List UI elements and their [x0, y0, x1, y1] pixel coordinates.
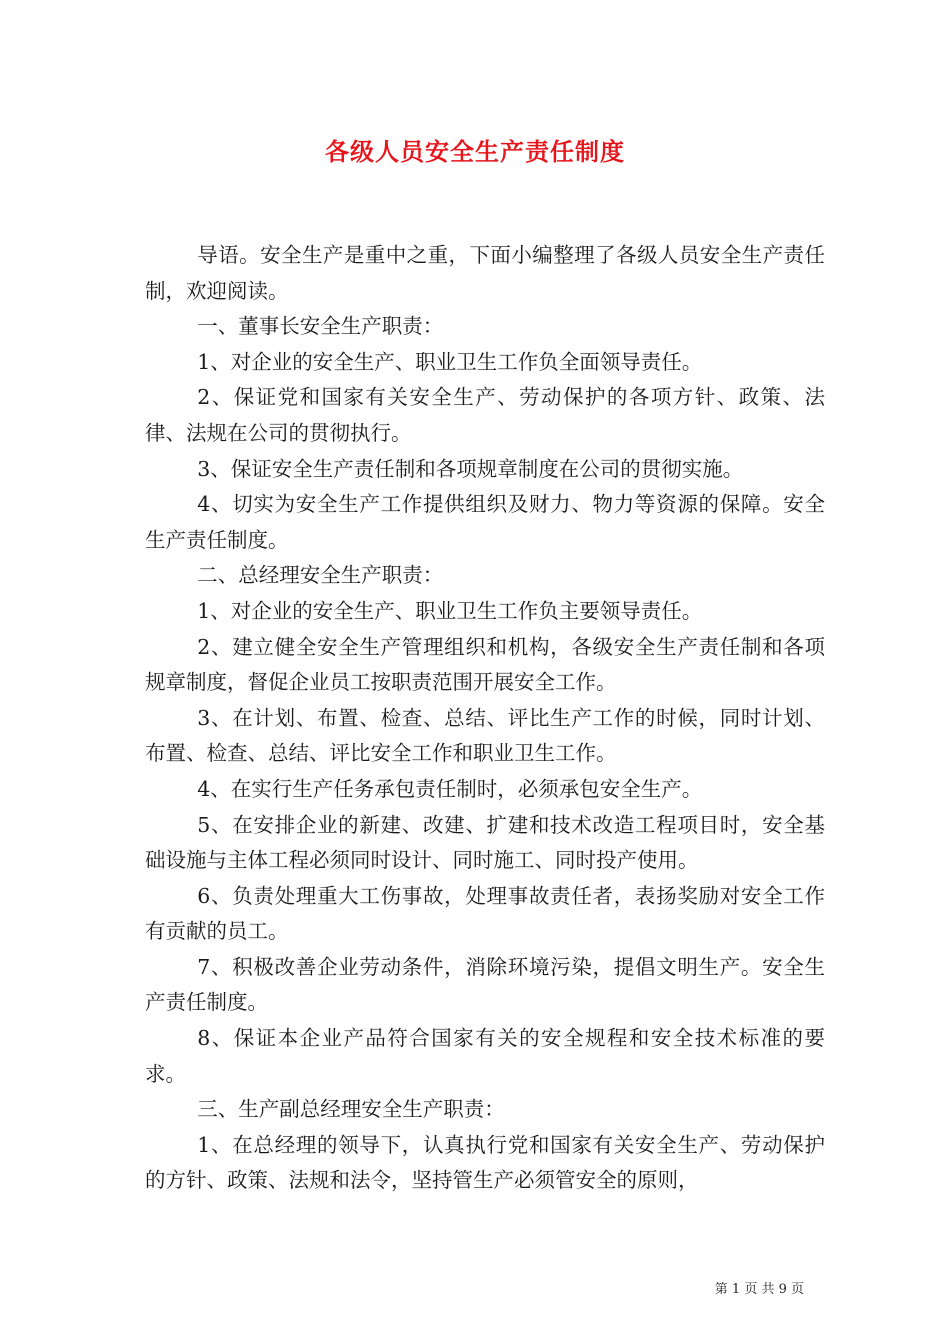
section-heading-1: 一、董事长安全生产职责：	[197, 314, 444, 339]
document-title: 各级人员安全生产责任制度	[325, 137, 625, 166]
paragraph: 2、保证党和国家有关安全生产、劳动保护的各项方针、政策、法律、法规在公司的贯彻执行。	[145, 385, 825, 445]
page-number-footer: 第 1 页 共 9 页	[714, 1282, 804, 1297]
document-body	[145, 238, 825, 1199]
paragraph: 1、在总经理的领导下，认真执行党和国家有关安全生产、劳动保护的方针、政策、法规和法令，坚持管生产必须管安全的原则，	[145, 1132, 825, 1193]
paragraph: 4、在实行生产任务承包责任制时，必须承包安全生产。	[197, 776, 703, 801]
section-heading-2: 二、总经理安全生产职责：	[197, 563, 444, 588]
paragraph: 7、积极改善企业劳动条件，消除环境污染，提倡文明生产。安全生产责任制度。	[145, 954, 825, 1015]
paragraph: 6、负责处理重大工伤事故，处理事故责任者，表扬奖励对安全工作有贡献的员工。	[145, 883, 825, 944]
paragraph: 3、保证安全生产责任制和各项规章制度在公司的贯彻实施。	[197, 456, 744, 481]
paragraph: 5、在安排企业的新建、改建、扩建和技术改造工程项目时，安全基础设施与主体工程必须同时设计、同时施工、同时投产使用。	[145, 812, 825, 873]
paragraph: 1、对企业的安全生产、职业卫生工作负全面领导责任。	[197, 349, 703, 374]
paragraph: 8、保证本企业产品符合国家有关的安全规程和安全技术标准的要求。	[145, 1026, 825, 1086]
paragraph: 3、在计划、布置、检查、总结、评比生产工作的时候，同时计划、布置、检查、总结、评比安全工作和职业卫生工作。	[145, 705, 825, 766]
paragraph-intro: 导语。安全生产是重中之重，下面小编整理了各级人员安全生产责任制，欢迎阅读。	[145, 243, 825, 303]
paragraph: 4、切实为安全生产工作提供组织及财力、物力等资源的保障。安全生产责任制度。	[145, 492, 825, 552]
paragraph: 1、对企业的安全生产、职业卫生工作负主要领导责任。	[197, 598, 703, 623]
section-heading-3: 三、生产副总经理安全生产职责：	[197, 1097, 505, 1122]
paragraph: 2、建立健全安全生产管理组织和机构，各级安全生产责任制和各项规章制度，督促企业员工按职责范围开展安全工作。	[145, 634, 825, 695]
